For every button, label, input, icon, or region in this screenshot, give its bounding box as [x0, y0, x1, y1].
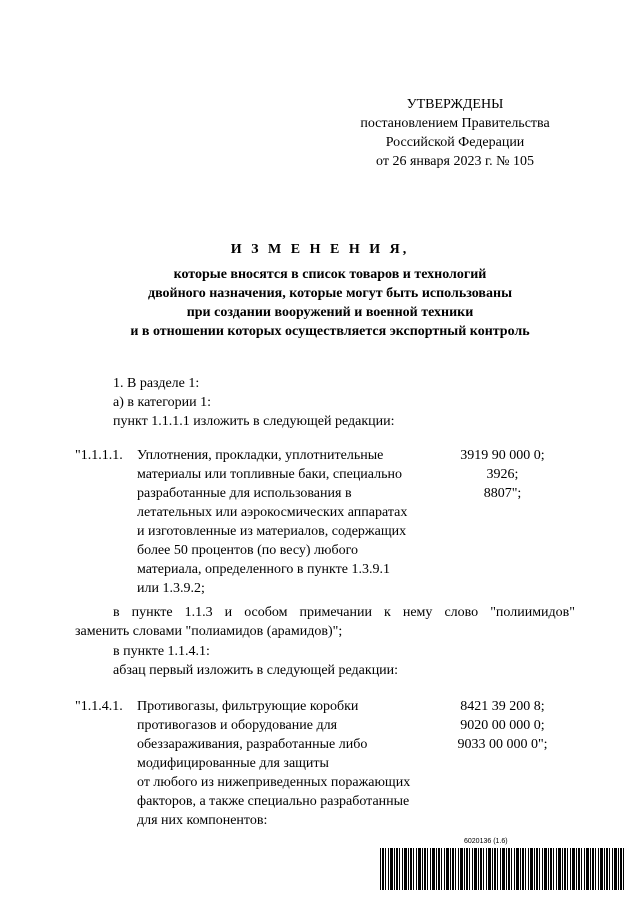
approval-date: от 26 января 2023 г. № 105 [376, 154, 534, 169]
paragraph-line-1: в пункте 1.1.3 и особом примечании к нему слово "полиимидов" [113, 605, 575, 620]
subtitle-line: двойного назначения, которые могут быть использованы [148, 286, 512, 301]
text-line: материала, определенного в пункте 1.3.9.1 [137, 562, 390, 577]
barcode-label: 6020136 (1.6) [464, 838, 508, 845]
middle-line: в пункте 1.1.4.1: [113, 644, 210, 659]
document-subtitle [60, 265, 600, 341]
text-line: от любого из нижеприведенных поражающих [137, 775, 411, 790]
item-description [137, 697, 442, 830]
text-line: или 1.3.9.2; [137, 581, 205, 596]
code-line: 3919 90 000 0; [460, 448, 545, 463]
approval-line-2: постановлением Правительства [360, 116, 550, 131]
middle-line: абзац первый изложить в следующей редакции: [113, 663, 399, 678]
text-line: обеззараживания, разработанные либо [137, 737, 368, 752]
document-title: И З М Е Н Е Н И Я, [230, 242, 410, 257]
approval-title: УТВЕРЖДЕНЫ [406, 97, 504, 112]
paragraph-line-2: заменить словами "полиамидов (арамидов)"; [75, 624, 343, 639]
barcode-image [380, 848, 625, 890]
subtitle-line: которые вносятся в список товаров и технологий [173, 267, 487, 282]
text-line: для них компонентов: [137, 813, 268, 828]
barcode-block [380, 838, 625, 892]
subtitle-line: при создании вооружений и военной техники [186, 305, 474, 320]
subtitle-line: и в отношении которых осуществляется экспортный контроль [130, 324, 530, 339]
code-line: 8807"; [483, 486, 522, 501]
code-line: 9020 00 000 0; [460, 718, 545, 733]
intro-line: пункт 1.1.1.1 изложить в следующей редакции: [113, 414, 395, 429]
tn-ved-codes [445, 446, 560, 503]
code-line: 8421 39 200 8; [460, 699, 545, 714]
item-description [137, 446, 442, 598]
code-line: 9033 00 000 0"; [457, 737, 548, 752]
approval-line-3: Российской Федерации [385, 135, 525, 150]
item-code: "1.1.4.1. [75, 699, 123, 714]
text-line: противогазов и оборудование для [137, 718, 338, 733]
item-code: "1.1.1.1. [75, 448, 123, 463]
text-line: Противогазы, фильтрующие коробки [137, 699, 359, 714]
text-line: и изготовленные из материалов, содержащих [137, 524, 407, 539]
text-line: Уплотнения, прокладки, уплотнительные [137, 448, 384, 463]
text-line: модифицированные для защиты [137, 756, 329, 771]
text-line: летательных или аэрокосмических аппаратах [137, 505, 408, 520]
intro-line: а) в категории 1: [113, 395, 212, 410]
code-line: 3926; [486, 467, 519, 482]
approval-block [330, 95, 580, 171]
text-line: материалы или топливные баки, специально [137, 467, 403, 482]
tn-ved-codes [445, 697, 560, 754]
text-line: более 50 процентов (по весу) любого [137, 543, 358, 558]
text-line: факторов, а также специально разработанные [137, 794, 410, 809]
intro-line: 1. В разделе 1: [113, 376, 200, 391]
text-line: разработанные для использования в [137, 486, 352, 501]
